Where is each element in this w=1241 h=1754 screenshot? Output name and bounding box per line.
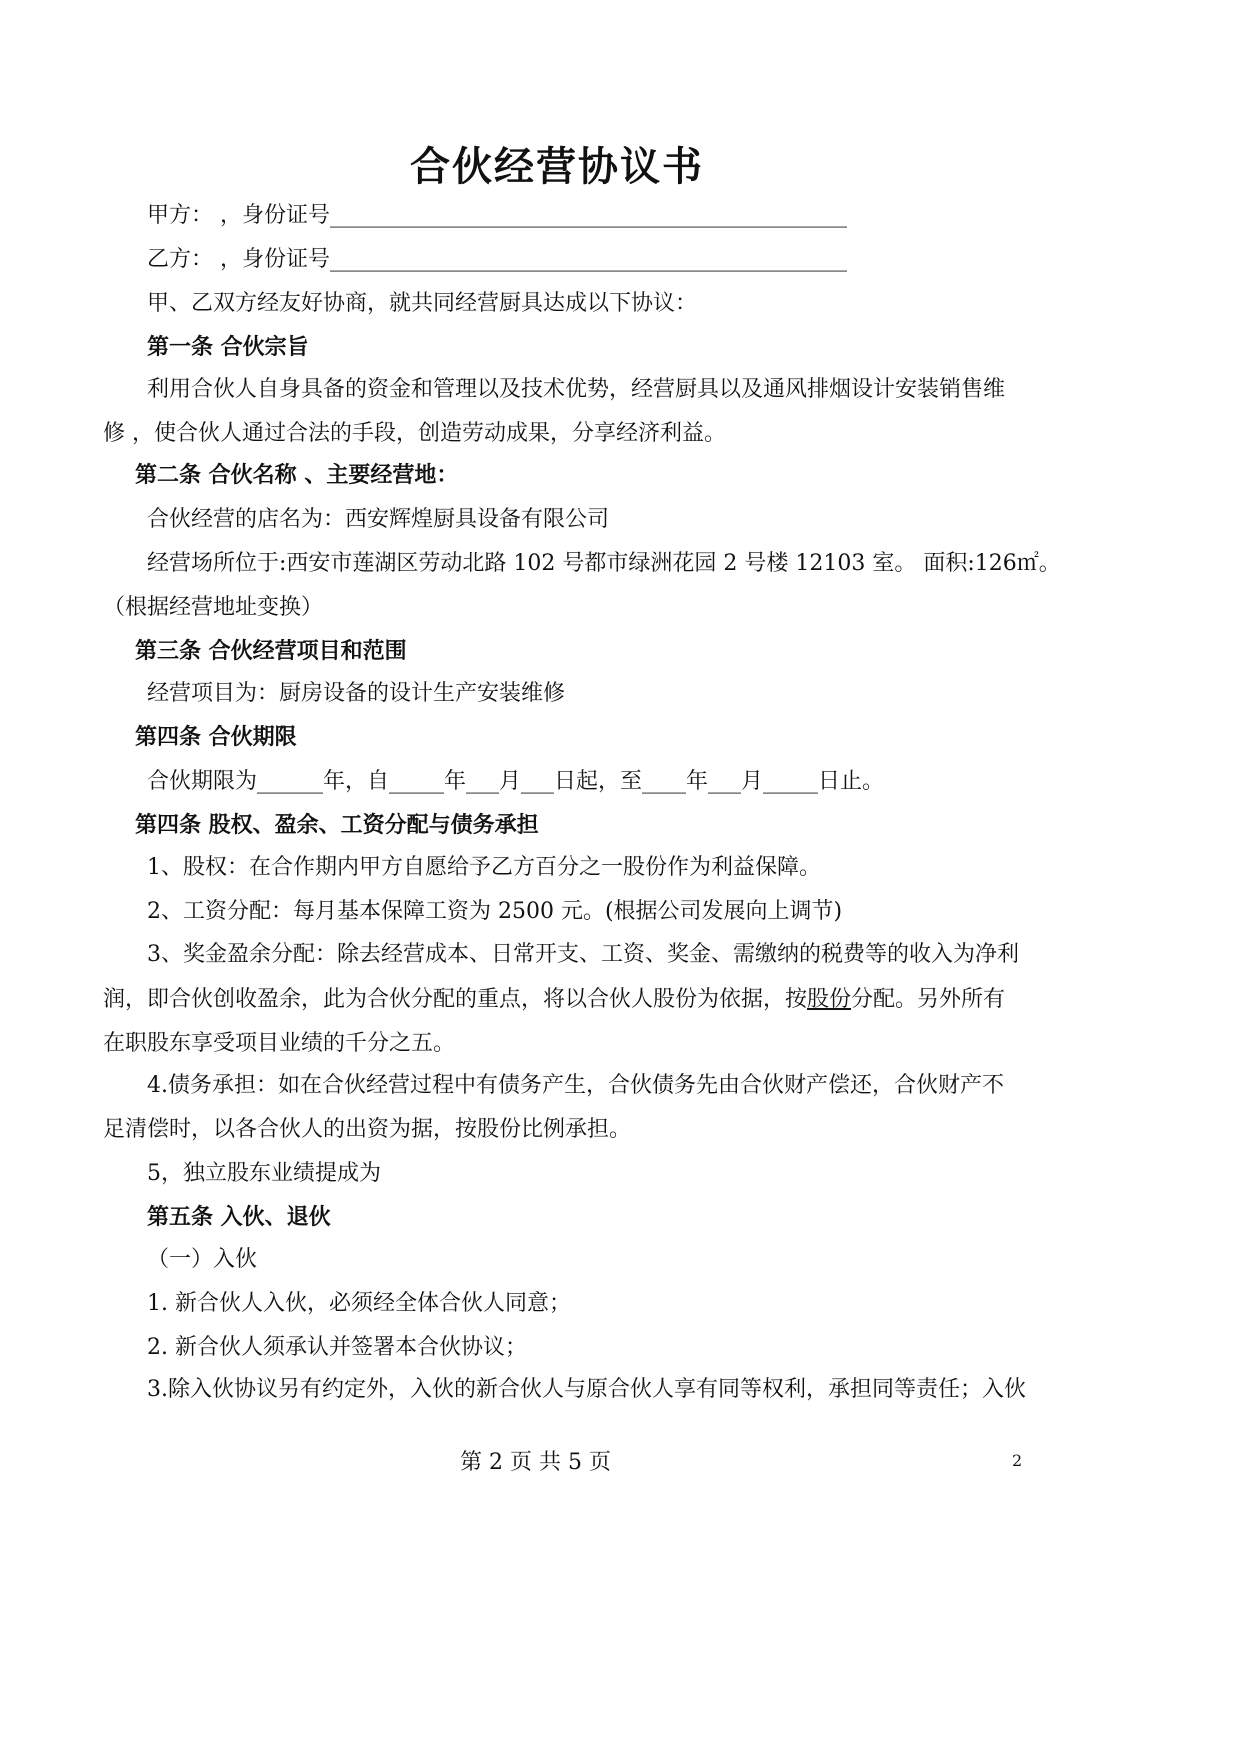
article-4b-line-4-part-a: 润，即合伙创收盈余，此为合伙分配的重点，将以合伙人股份为依据，按 xyxy=(103,987,808,1012)
article-1-heading: 第一条 合伙宗旨 xyxy=(147,335,309,360)
article-4b-line-8: 5，独立股东业绩提成为 xyxy=(147,1161,381,1186)
article-4b-line-1: 1、股权：在合作期内甲方自愿给予乙方百分之一股份作为利益保障。 xyxy=(147,855,821,880)
article-4-heading: 第四条 合伙期限 xyxy=(135,725,297,750)
party-a-line: 甲方： ，身份证号_______________________________________________ xyxy=(147,203,847,228)
article-3-heading: 第三条 合伙经营项目和范围 xyxy=(135,639,407,664)
intro-paragraph: 甲、乙双方经友好协商，就共同经营厨具达成以下协议： xyxy=(147,291,698,316)
page-number: 2 xyxy=(1012,1451,1023,1470)
article-4b-heading: 第四条 股权、盈余、工资分配与债务承担 xyxy=(135,813,539,838)
article-5-line-2: 1. 新合伙人入伙，必须经全体合伙人同意； xyxy=(147,1291,571,1316)
article-5-line-1: （一）入伙 xyxy=(147,1247,258,1272)
article-5-line-3: 2. 新合伙人须承认并签署本合伙协议； xyxy=(147,1335,527,1360)
document-title: 合伙经营协议书 xyxy=(410,144,704,190)
article-4b-line-6: 4.债务承担：如在合伙经营过程中有债务产生，合伙债务先由合伙财产偿还，合伙财产不 xyxy=(147,1073,1004,1098)
article-4b-line-7: 足清偿时，以各合伙人的出资为据，按股份比例承担。 xyxy=(103,1117,632,1142)
article-4b-line-4-part-c: 分配。另外所有 xyxy=(851,987,1006,1012)
underlined-term: 股份 xyxy=(807,987,852,1012)
article-1-line-2: 修 ，使合伙人通过合法的手段，创造劳动成果，分享经济利益。 xyxy=(103,421,726,446)
article-2-line-1: 合伙经营的店名为：西安辉煌厨具设备有限公司 xyxy=(147,507,610,532)
article-5-heading: 第五条 入伙、退伙 xyxy=(147,1205,331,1230)
article-4b-line-2: 2、工资分配：每月基本保障工资为 2500 元。(根据公司发展向上调节) xyxy=(147,899,843,924)
article-4b-line-3: 3、奖金盈余分配：除去经营成本、日常开支、工资、奖金、需缴纳的税费等的收入为净利 xyxy=(147,942,1020,967)
article-3-line-1: 经营项目为：厨房设备的设计生产安装维修 xyxy=(147,681,566,706)
article-4b-line-4 xyxy=(103,985,1005,1015)
article-4b-line-5: 在职股东享受项目业绩的千分之五。 xyxy=(103,1031,456,1056)
article-1-line-1: 利用合伙人自身具备的资金和管理以及技术优势，经营厨具以及通风排烟设计安装销售维 xyxy=(147,377,1006,402)
article-2-line-2: 经营场所位于:西安市莲湖区劳动北路 102 号都市绿洲花园 2 号楼 12103 室。 面积:126㎡。 xyxy=(147,551,1061,576)
article-2-line-3: （根据经营地址变换） xyxy=(103,595,324,620)
article-2-heading: 第二条 合伙名称 、主要经营地： xyxy=(135,463,459,488)
page-footer: 第 2 页 共 5 页 xyxy=(460,1450,611,1475)
party-b-line: 乙方： ，身份证号_______________________________________________ xyxy=(147,247,847,272)
article-5-line-4: 3.除入伙协议另有约定外，入伙的新合伙人与原合伙人享有同等权利，承担同等责任；入伙 xyxy=(147,1377,1026,1402)
article-4-line-1: 合伙期限为______年，自_____年___月___日起，至____年___月_____日止。 xyxy=(147,769,885,794)
